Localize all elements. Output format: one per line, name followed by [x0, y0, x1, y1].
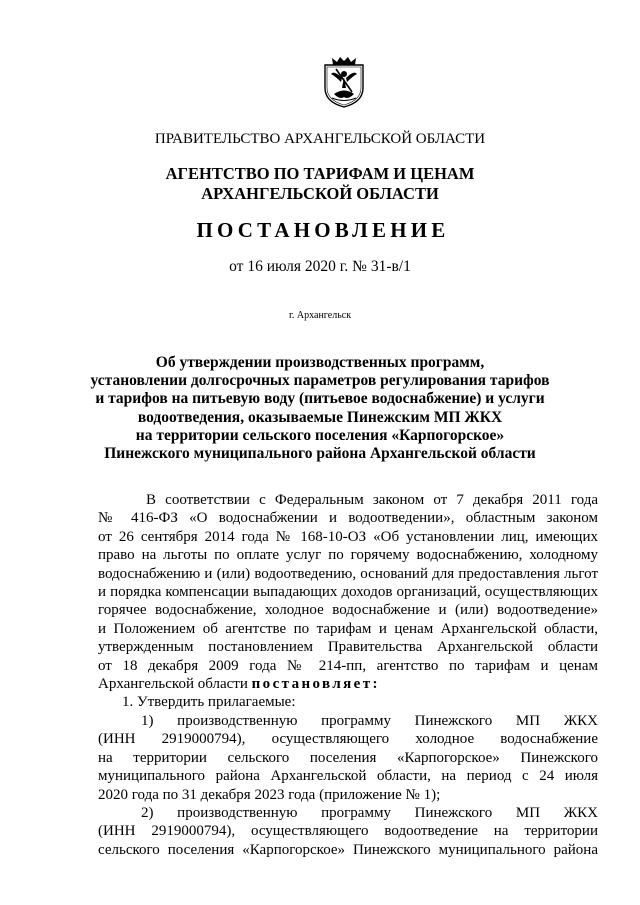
- item-line: (ИНН 2919000794), осуществляющего холодное водоснабжение: [98, 731, 598, 748]
- item-line: муниципального района Архангельской области, на период с 24 июля: [98, 768, 598, 785]
- body-line: от 18 декабря 2009 года № 214-пп, агентство по тарифам и ценам: [98, 657, 598, 674]
- subject-line: установлении долгосрочных параметров регулирования тарифов: [90, 372, 550, 390]
- government-title: ПРАВИТЕЛЬСТВО АРХАНГЕЛЬСКОЙ ОБЛАСТИ: [154, 131, 486, 147]
- body-line: В соответствии с Федеральным законом от 7 декабря 2011 года: [146, 492, 598, 508]
- agency-title-line: АГЕНТСТВО ПО ТАРИФАМ И ЦЕНАМ: [165, 164, 475, 183]
- item-heading: 1. Утвердить прилагаемые:: [122, 694, 296, 711]
- resolves-word: постановляет:: [251, 676, 380, 693]
- city-name: г. Архангельск: [288, 310, 352, 321]
- subject-line: Пинежского муниципального района Архангельской области: [104, 445, 536, 463]
- agency-title: [0, 164, 640, 204]
- subject-line: водоотведения, оказываемые Пинежским МП ЖКХ: [137, 408, 503, 426]
- body-line: [98, 675, 598, 693]
- item-line: 2) производственную программу Пинежского МП ЖКХ: [141, 804, 598, 821]
- agency-title-line: АРХАНГЕЛЬСКОЙ ОБЛАСТИ: [201, 184, 439, 203]
- item-line: 2020 года по 31 декабря 2023 года (приложение № 1);: [98, 786, 441, 803]
- item-line: 1) производственную программу Пинежского МП ЖКХ: [141, 712, 598, 729]
- item-line: сельского поселения «Карпогорское» Пинежского муниципального района: [98, 841, 598, 858]
- body-line: от 26 сентября 2014 года № 168-10-ОЗ «Об установлении лиц, имеющих: [98, 528, 598, 545]
- item-line: (ИНН 2919000794), осуществляющего водоотведение на территории: [98, 823, 598, 840]
- body-line: утвержденным постановлением Правительства Архангельской области: [98, 639, 598, 656]
- document-type: ПОСТАНОВЛЕНИЕ: [196, 218, 450, 242]
- subject-line: и тарифов на питьевую воду (питьевое водоснабжение) и услуги: [95, 390, 545, 408]
- body-line-text: Архангельской области: [98, 676, 248, 693]
- body-line: и порядка компенсации выпадающих доходов организаций, осуществляющих: [98, 584, 598, 601]
- body-line: горячее водоснабжение, холодное водоснабжение и (или) водоотведение»: [98, 602, 598, 619]
- subject-title: [0, 354, 640, 463]
- subject-line: Об утверждении производственных программ,: [155, 354, 485, 371]
- item-line: на территории сельского поселения «Карпогорское» Пинежского: [98, 749, 598, 766]
- body-line: водоснабжению и (или) водоотведению, оснований для предоставления льгот: [98, 565, 598, 582]
- arkhangelsk-coat-of-arms-icon: [322, 56, 366, 108]
- body-line: и Положением об агентстве по тарифам и ценам Архангельской области,: [98, 620, 598, 637]
- body-line: № 416-ФЗ «О водоснабжении и водоотведении», областным законом: [98, 510, 598, 527]
- body-text: [98, 491, 598, 859]
- body-line: право на льготы по оплате услуг по горячему водоснабжению, холодному: [98, 547, 598, 564]
- subject-line: на территории сельского поселения «Карпогорское»: [135, 426, 505, 444]
- date-number: от 16 июля 2020 г. № 31-в/1: [229, 258, 411, 275]
